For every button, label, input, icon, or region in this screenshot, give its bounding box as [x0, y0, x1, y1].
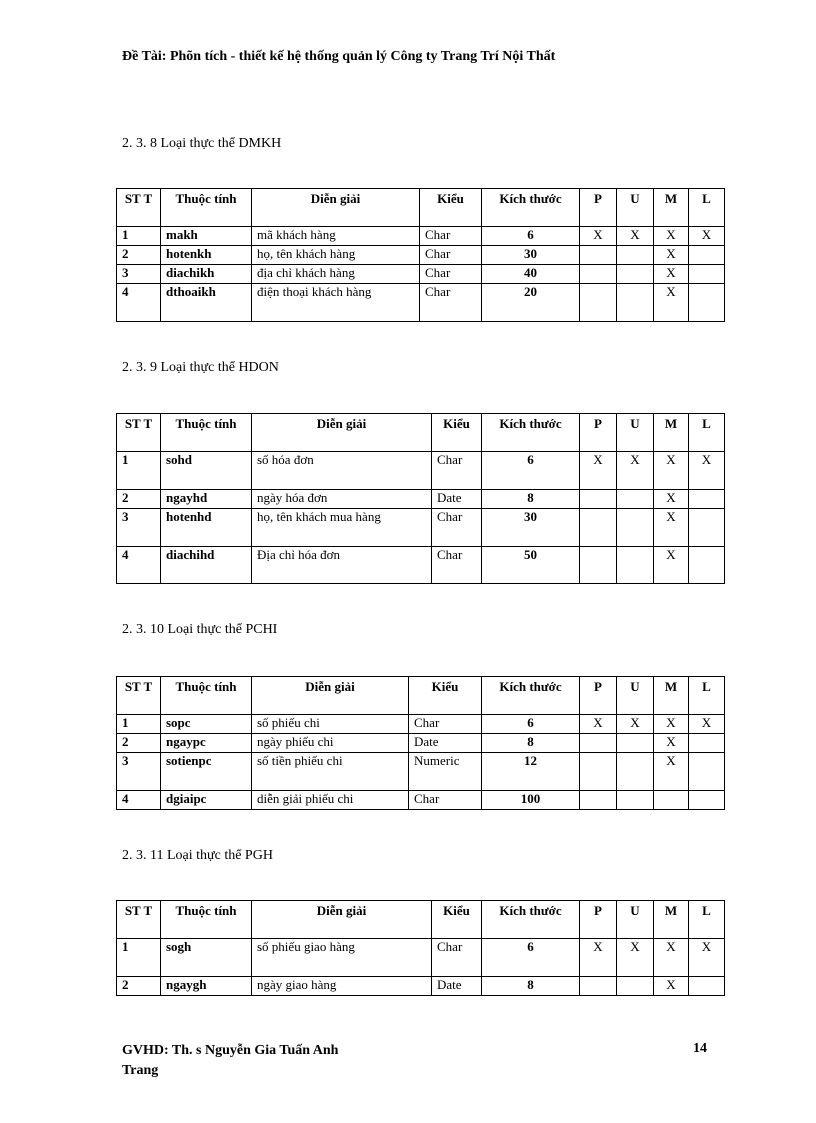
col-stt: ST T	[117, 901, 161, 939]
attribute-table	[116, 900, 725, 996]
cell-stt: 2	[117, 490, 161, 509]
cell-description: địa chỉ khách hàng	[252, 265, 420, 284]
cell-l	[689, 753, 725, 791]
cell-p: X	[580, 227, 617, 246]
cell-type: Char	[420, 284, 482, 322]
cell-description: điện thoại khách hàng	[252, 284, 420, 322]
col-size: Kích thước	[482, 189, 580, 227]
cell-type: Numeric	[409, 753, 482, 791]
cell-stt: 3	[117, 509, 161, 547]
cell-p	[580, 265, 617, 284]
cell-u	[617, 734, 654, 753]
col-u: U	[617, 189, 654, 227]
cell-m: X	[654, 547, 689, 584]
cell-size: 12	[482, 753, 580, 791]
col-p: P	[580, 189, 617, 227]
cell-m: X	[654, 715, 689, 734]
table-row	[117, 490, 725, 509]
col-attribute: Thuộc tính	[161, 677, 252, 715]
cell-u	[617, 791, 654, 810]
table-row	[117, 547, 725, 584]
col-u: U	[617, 414, 654, 452]
cell-p: X	[580, 452, 617, 490]
cell-u: X	[617, 715, 654, 734]
cell-l	[689, 490, 725, 509]
cell-l: X	[689, 452, 725, 490]
cell-description: số hóa đơn	[252, 452, 432, 490]
cell-m: X	[654, 227, 689, 246]
col-type: Kiểu	[409, 677, 482, 715]
cell-u	[617, 977, 654, 996]
cell-description: ngày phiếu chi	[252, 734, 409, 753]
cell-m	[654, 791, 689, 810]
cell-type: Date	[409, 734, 482, 753]
col-l: L	[689, 677, 725, 715]
attribute-table	[116, 188, 725, 322]
cell-description: họ, tên khách mua hàng	[252, 509, 432, 547]
cell-attribute: ngayhd	[161, 490, 252, 509]
page-label: Trang	[122, 1063, 159, 1078]
cell-l	[689, 246, 725, 265]
cell-l	[689, 509, 725, 547]
cell-l: X	[689, 715, 725, 734]
col-m: M	[654, 189, 689, 227]
cell-size: 40	[482, 265, 580, 284]
cell-stt: 1	[117, 715, 161, 734]
col-attribute: Thuộc tính	[161, 901, 252, 939]
cell-l	[689, 284, 725, 322]
cell-l: X	[689, 939, 725, 977]
cell-size: 20	[482, 284, 580, 322]
cell-description: Địa chỉ hóa đơn	[252, 547, 432, 584]
col-l: L	[689, 414, 725, 452]
cell-type: Char	[420, 246, 482, 265]
col-type: Kiểu	[420, 189, 482, 227]
col-description: Diễn giải	[252, 414, 432, 452]
cell-l	[689, 791, 725, 810]
cell-u	[617, 490, 654, 509]
col-u: U	[617, 677, 654, 715]
cell-m: X	[654, 265, 689, 284]
cell-l	[689, 547, 725, 584]
cell-stt: 1	[117, 227, 161, 246]
cell-type: Char	[420, 265, 482, 284]
col-p: P	[580, 901, 617, 939]
cell-type: Char	[409, 791, 482, 810]
cell-p: X	[580, 715, 617, 734]
cell-stt: 1	[117, 939, 161, 977]
col-type: Kiểu	[432, 901, 482, 939]
cell-u	[617, 753, 654, 791]
footer-advisor	[122, 1041, 338, 1081]
col-attribute: Thuộc tính	[161, 414, 252, 452]
section-title: 2. 3. 8 Loại thực thể DMKH	[122, 136, 282, 151]
col-stt: ST T	[117, 677, 161, 715]
cell-stt: 3	[117, 753, 161, 791]
section-title: 2. 3. 9 Loại thực thể HDON	[122, 360, 279, 375]
table-row	[117, 791, 725, 810]
col-l: L	[689, 189, 725, 227]
cell-size: 8	[482, 977, 580, 996]
col-u: U	[617, 901, 654, 939]
cell-stt: 3	[117, 265, 161, 284]
cell-m: X	[654, 734, 689, 753]
cell-description: diễn giải phiếu chi	[252, 791, 409, 810]
table-row	[117, 753, 725, 791]
cell-description: họ, tên khách hàng	[252, 246, 420, 265]
cell-type: Date	[432, 977, 482, 996]
cell-l: X	[689, 227, 725, 246]
cell-size: 6	[482, 227, 580, 246]
cell-p	[580, 977, 617, 996]
page-number: 14	[693, 1041, 707, 1056]
cell-size: 100	[482, 791, 580, 810]
col-size: Kích thước	[482, 414, 580, 452]
cell-type: Char	[420, 227, 482, 246]
cell-l	[689, 977, 725, 996]
cell-stt: 2	[117, 977, 161, 996]
cell-attribute: diachikh	[161, 265, 252, 284]
cell-l	[689, 265, 725, 284]
cell-size: 6	[482, 939, 580, 977]
cell-m: X	[654, 246, 689, 265]
cell-p	[580, 490, 617, 509]
cell-attribute: diachihd	[161, 547, 252, 584]
cell-size: 50	[482, 547, 580, 584]
cell-stt: 4	[117, 547, 161, 584]
col-l: L	[689, 901, 725, 939]
table-row	[117, 939, 725, 977]
cell-type: Date	[432, 490, 482, 509]
col-p: P	[580, 677, 617, 715]
cell-size: 6	[482, 715, 580, 734]
cell-stt: 1	[117, 452, 161, 490]
col-attribute: Thuộc tính	[161, 189, 252, 227]
table-row	[117, 246, 725, 265]
cell-m: X	[654, 284, 689, 322]
attribute-table	[116, 676, 725, 810]
cell-description: ngày hóa đơn	[252, 490, 432, 509]
cell-l	[689, 734, 725, 753]
col-stt: ST T	[117, 414, 161, 452]
cell-m: X	[654, 490, 689, 509]
cell-u	[617, 284, 654, 322]
cell-p	[580, 509, 617, 547]
cell-attribute: sogh	[161, 939, 252, 977]
col-p: P	[580, 414, 617, 452]
cell-attribute: dthoaikh	[161, 284, 252, 322]
cell-size: 8	[482, 734, 580, 753]
cell-type: Char	[432, 452, 482, 490]
cell-p	[580, 284, 617, 322]
cell-attribute: ngaygh	[161, 977, 252, 996]
cell-attribute: hotenkh	[161, 246, 252, 265]
cell-stt: 2	[117, 734, 161, 753]
cell-size: 30	[482, 246, 580, 265]
table-row	[117, 265, 725, 284]
cell-u	[617, 547, 654, 584]
col-m: M	[654, 677, 689, 715]
cell-size: 30	[482, 509, 580, 547]
table-row	[117, 284, 725, 322]
cell-type: Char	[432, 547, 482, 584]
cell-type: Char	[409, 715, 482, 734]
col-m: M	[654, 901, 689, 939]
cell-description: ngày giao hàng	[252, 977, 432, 996]
cell-size: 8	[482, 490, 580, 509]
cell-m: X	[654, 452, 689, 490]
col-description: Diễn giải	[252, 677, 409, 715]
attribute-table	[116, 413, 725, 584]
cell-u	[617, 509, 654, 547]
cell-stt: 4	[117, 284, 161, 322]
col-size: Kích thước	[482, 677, 580, 715]
cell-description: mã khách hàng	[252, 227, 420, 246]
cell-m: X	[654, 753, 689, 791]
cell-p	[580, 791, 617, 810]
table-row	[117, 509, 725, 547]
cell-m: X	[654, 509, 689, 547]
cell-u: X	[617, 227, 654, 246]
cell-attribute: sotienpc	[161, 753, 252, 791]
cell-attribute: makh	[161, 227, 252, 246]
section-title: 2. 3. 10 Loại thực thể PCHI	[122, 622, 278, 637]
cell-attribute: dgiaipc	[161, 791, 252, 810]
cell-m: X	[654, 939, 689, 977]
cell-attribute: ngaypc	[161, 734, 252, 753]
cell-m: X	[654, 977, 689, 996]
col-size: Kích thước	[482, 901, 580, 939]
cell-u: X	[617, 452, 654, 490]
cell-attribute: hotenhd	[161, 509, 252, 547]
cell-p: X	[580, 939, 617, 977]
cell-p	[580, 547, 617, 584]
cell-p	[580, 246, 617, 265]
col-stt: ST T	[117, 189, 161, 227]
cell-stt: 2	[117, 246, 161, 265]
table-row	[117, 977, 725, 996]
table-row	[117, 227, 725, 246]
cell-p	[580, 753, 617, 791]
cell-description: số tiền phiếu chi	[252, 753, 409, 791]
cell-u	[617, 246, 654, 265]
col-description: Diễn giải	[252, 901, 432, 939]
cell-size: 6	[482, 452, 580, 490]
cell-description: số phiếu chi	[252, 715, 409, 734]
cell-description: số phiếu giao hàng	[252, 939, 432, 977]
page-header: Đề Tài: Phõn tích - thiết kế hệ thống quản lý Công ty Trang Trí Nội Thất	[122, 49, 556, 64]
cell-attribute: sopc	[161, 715, 252, 734]
cell-stt: 4	[117, 791, 161, 810]
cell-attribute: sohd	[161, 452, 252, 490]
table-row	[117, 734, 725, 753]
advisor-name: GVHD: Th. s Nguyễn Gia Tuấn Anh	[122, 1043, 339, 1058]
col-type: Kiểu	[432, 414, 482, 452]
col-description: Diễn giải	[252, 189, 420, 227]
cell-u: X	[617, 939, 654, 977]
cell-type: Char	[432, 509, 482, 547]
cell-u	[617, 265, 654, 284]
table-row	[117, 452, 725, 490]
section-title: 2. 3. 11 Loại thực thể PGH	[122, 848, 273, 863]
col-m: M	[654, 414, 689, 452]
cell-type: Char	[432, 939, 482, 977]
table-row	[117, 715, 725, 734]
cell-p	[580, 734, 617, 753]
